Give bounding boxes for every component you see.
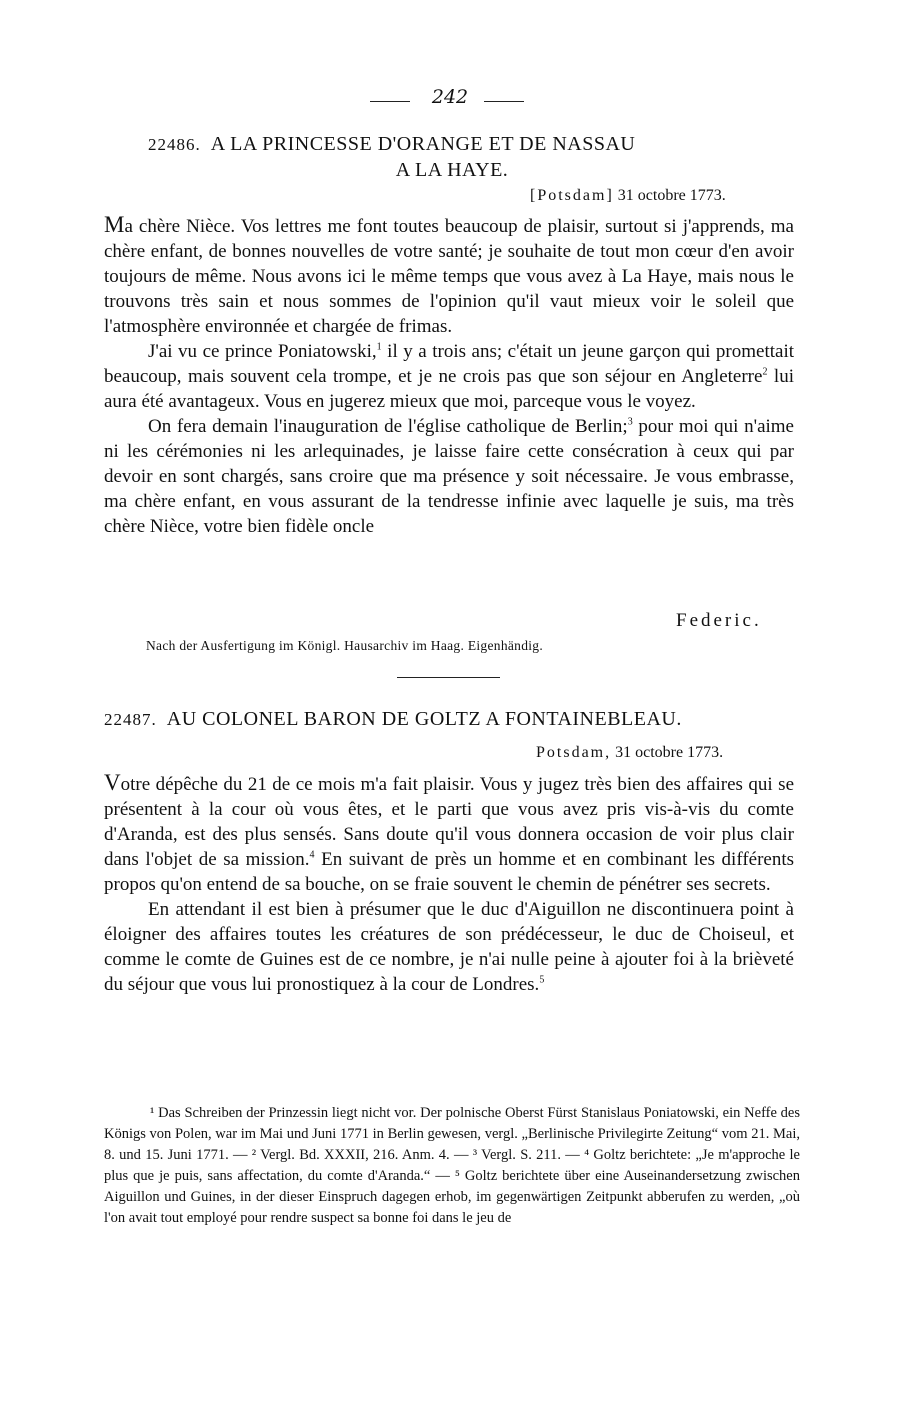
dateline-date: 31 octobre 1773. <box>617 187 726 204</box>
paragraph-text: il y a trois ans; c'était un jeune garçon qui promettait beaucoup, mais souvent cela trompe, et je ne crois pas que son séjour en Angleterre <box>104 341 795 387</box>
header-rule-left <box>370 101 410 102</box>
source-note: Nach der Ausfertigung im Königl. Hausarchiv im Haag. Eigenhändig. <box>146 638 544 653</box>
letter-heading-line1: A LA PRINCESSE D'ORANGE ET DE NASSAU <box>210 133 636 155</box>
letter-dateline <box>530 187 726 205</box>
letter-body <box>104 212 794 539</box>
paragraph-text: On fera demain l'inauguration de l'église catholique de Berlin; <box>148 416 628 437</box>
header-rule-right <box>484 101 524 102</box>
dateline-place: [Potsdam] <box>530 187 614 204</box>
initial-letter: M <box>104 212 125 237</box>
footnotes <box>104 1103 800 1229</box>
footnote-text: ¹ Das Schreiben der Prinzessin liegt nicht vor. Der polnische Oberst Fürst Stanislaus Poniatowski, ein Neffe des Königs von Polen, war im Mai und Juni 1771 in Berlin gewesen, vergl. „Berlinische Privilegirte Zeitung“ vom 21. Mai, 8. und 15. Juni 1771. — ² Vergl. Bd. XXXII, 216. Anm. 4. — ³ Vergl. S. 211. — ⁴ Goltz berichtete: „Je m'approche le plus que je puis, sans affectation, du comte d'Aranda.“ — ⁵ Goltz berichtete über eine Auseinandersetzung zwischen Aiguillon und Guines, in der dieser Einspruch dagegen erhob, im gegenwärtigen Zeitpunkt abberufen zu werden, „où l'on avait tout employé pour rendre suspect sa bonne foi dans le jeu de <box>104 1105 800 1226</box>
footnote-ref: 3 <box>627 416 633 428</box>
footnote-ref: 4 <box>309 849 315 861</box>
paragraph <box>104 897 794 997</box>
paragraph-text: lui aura été avantageux. Vous en jugerez mieux que moi, parceque vous le voyez. <box>104 366 794 412</box>
paragraph <box>104 339 794 414</box>
paragraph-text: a chère Nièce. Vos lettres me font toutes beaucoup de plaisir, surtout si j'apprends, ma chère enfant, de bonnes nouvelles de votre santé; je souhaite de tout mon cœur d'en avoir toujours de même. Nous avons ici le même temps que vous avez à La Haye, mais nous le trouvons très sain et nous sommes de l'opinion qu'il vaut mieux voir le soleil que l'atmosphère environnée et chargée de frimas. <box>104 216 794 337</box>
paragraph-text: En attendant il est bien à présumer que le duc d'Aiguillon ne discontinuera point à éloigner des affaires toutes les créatures de son prédécesseur, le duc de Choiseul, et comme le comte de Guines est de ce nombre, je n'ai nulle peine à ajouter foi à la brièveté du séjour que vous lui pronostiquez à la cour de Londres. <box>104 899 794 995</box>
letter-number: 22487. <box>104 710 157 729</box>
paragraph-text: pour moi qui n'aime ni les cérémonies ni les arlequinades, je laisse faire cette consécration à ceux qui par devoir en sont chargés, sans croire que ma présence y soit nécessaire. Je vous embrasse, ma chère enfant, en vous assurant de la tendresse infinie avec laquelle je suis, ma très chère Nièce, votre bien fidèle oncle <box>104 416 794 537</box>
dateline-place: Potsdam, <box>536 744 612 761</box>
paragraph <box>104 770 794 897</box>
letter-heading-text: AU COLONEL BARON DE GOLTZ A FONTAINEBLEAU. <box>166 708 682 730</box>
initial-letter: V <box>104 770 121 795</box>
paragraph <box>104 414 794 539</box>
paragraph-text: J'ai vu ce prince Poniatowski, <box>148 341 377 362</box>
section-divider <box>397 677 500 678</box>
letter-heading-line2: A LA HAYE. <box>395 159 509 181</box>
paragraph <box>104 212 794 339</box>
footnote-ref: 2 <box>762 366 768 378</box>
page-number: 242 <box>431 86 469 108</box>
paragraph-text: otre dépêche du 21 de ce mois m'a fait plaisir. Vous y jugez très bien des affaires qui se présentent à la cour où vous êtes, et le parti que vous avez pris vis-à-vis du comte d'Aranda, est des plus sensés. Sans doute qu'il vous donnera occasion de voir plus clair dans l'objet de sa mission. <box>104 774 794 870</box>
letter-heading <box>104 708 804 731</box>
footnote-ref: 1 <box>376 341 382 353</box>
paragraph-text: En suivant de près un homme et en combinant les différents propos qu'on entend de sa bouche, on se fraie souvent le chemin de pénétrer ses secrets. <box>104 849 795 895</box>
letter-body <box>104 770 794 997</box>
signature: Federic. <box>676 610 762 631</box>
footnote-ref: 5 <box>539 974 545 986</box>
page-header <box>0 86 900 116</box>
letter-heading <box>148 133 768 156</box>
dateline-date: 31 octobre 1773. <box>615 744 724 761</box>
letter-dateline <box>536 744 723 762</box>
letter-number: 22486. <box>148 135 201 154</box>
